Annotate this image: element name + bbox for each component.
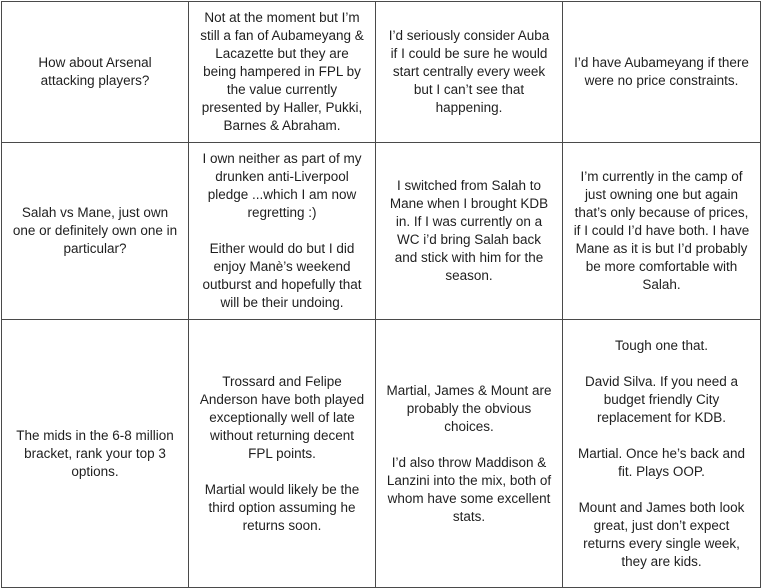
question-cell: [2, 143, 189, 320]
answer-paragraph: Tough one that.: [614, 337, 709, 353]
table-row: [2, 143, 761, 320]
answer-cell: [563, 143, 761, 320]
answer-paragraph: Martial. Once he’s back and fit. Plays OOP.: [577, 445, 746, 479]
answer-cell: [189, 143, 376, 320]
answer-paragraph: Trossard and Felipe Anderson have both played exceptionally well of late without returning decent FPL points.: [199, 373, 365, 461]
answer-cell: [376, 320, 563, 588]
answer-cell: [563, 2, 761, 143]
question-text: How about Arsenal attacking players?: [38, 55, 152, 88]
answer-paragraph: Mount and James both look great, just don’t expect returns every single week, they are kids.: [578, 499, 745, 569]
answer-cell: [376, 143, 563, 320]
answer-cell: [189, 320, 376, 588]
answer-cell: [376, 2, 563, 143]
question-text: Salah vs Mane, just own one or definitely own one in particular?: [12, 205, 178, 256]
answer-paragraph: Not at the moment but I’m still a fan of Aubameyang & Lacazette but they are being hampered in FPL by the value currently presented by Haller, Pukki, Barnes & Abraham.: [200, 10, 364, 133]
answer-paragraph: I’m currently in the camp of just owning one but again that’s only because of prices, if I could I’d have both. I have Mane as it is but I’d probably be more comfortable with Salah.: [573, 169, 750, 292]
qa-table: [1, 1, 761, 588]
question-text: The mids in the 6-8 million bracket, rank your top 3 options.: [16, 427, 174, 479]
answer-paragraph: I switched from Salah to Mane when I brought KDB in. If I was currently on a WC i’d bring Salah back and stick with him for the season.: [389, 178, 549, 283]
answer-cell: [563, 320, 761, 588]
answer-paragraph: Martial, James & Mount are probably the obvious choices.: [386, 382, 552, 434]
answer-paragraph: David Silva. If you need a budget friendly City replacement for KDB.: [584, 373, 739, 425]
answer-paragraph: Either would do but I did enjoy Manè’s weekend outburst and hopefully that will be their undoing.: [202, 241, 362, 310]
question-cell: [2, 2, 189, 143]
table-row: [2, 320, 761, 588]
table-row: [2, 2, 761, 143]
answer-cell: [189, 2, 376, 143]
question-cell: [2, 320, 189, 588]
answer-paragraph: I own neither as part of my drunken anti-Liverpool pledge ...which I am now regretting :): [202, 151, 362, 220]
answer-paragraph: I’d also throw Maddison & Lanzini into the mix, both of whom have some excellent stats.: [386, 454, 552, 524]
answer-paragraph: Martial would likely be the third option assuming he returns soon.: [204, 481, 360, 533]
answer-paragraph: I’d seriously consider Auba if I could be sure he would start centrally every week but I can’t see that happening.: [388, 28, 550, 115]
answer-paragraph: I’d have Aubameyang if there were no price constraints.: [574, 55, 749, 88]
